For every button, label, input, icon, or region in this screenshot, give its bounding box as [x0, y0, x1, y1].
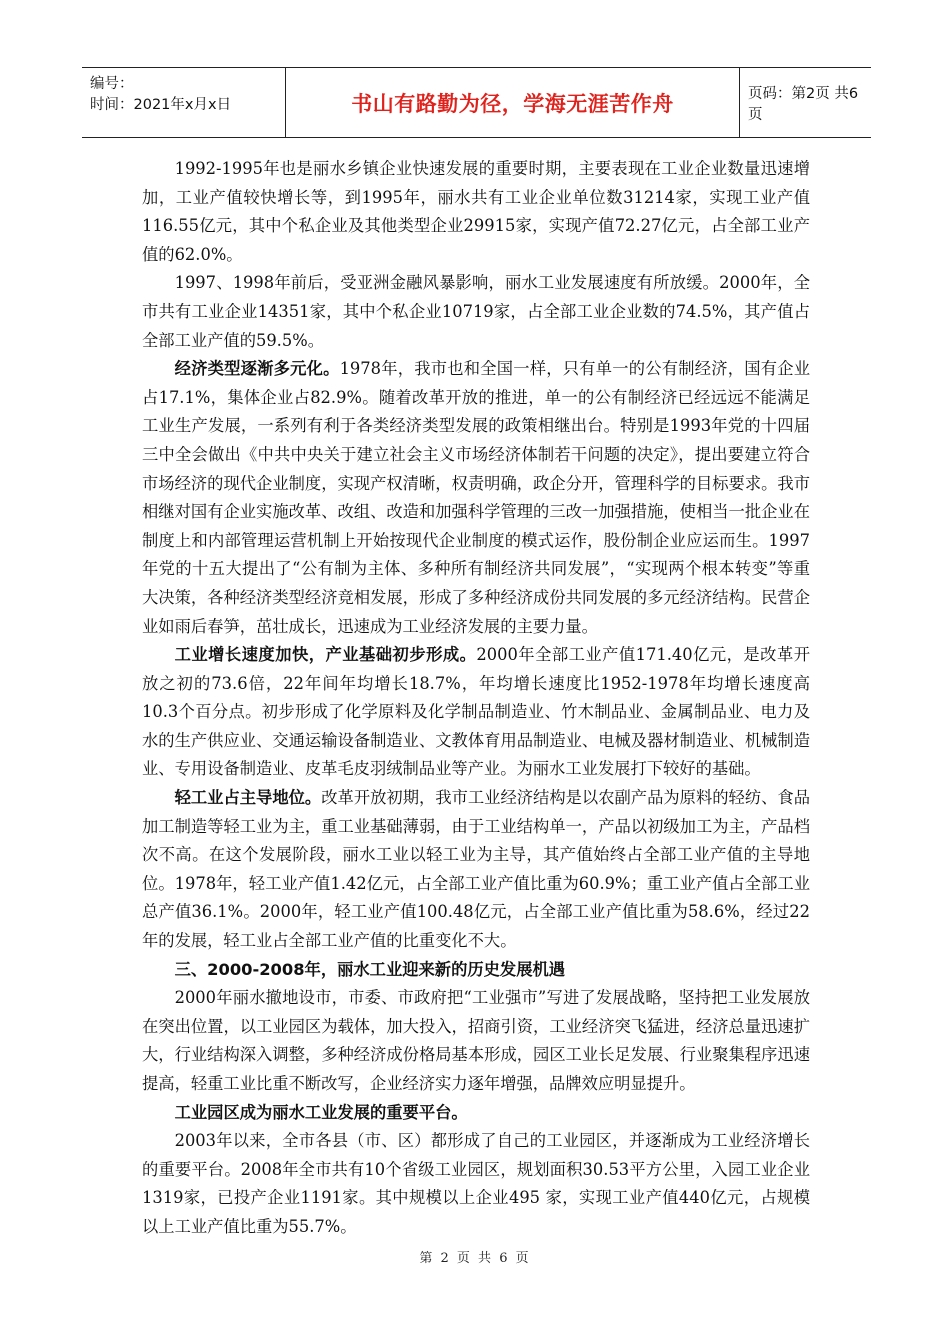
- paragraph-text: 改革开放初期，我市工业经济结构是以农副产品为原料的轻纺、食品加工制造等轻工业为主，重工业基础薄弱，由于工业结构单一，产品以初级加工为主，产品档次不高。在这个发展阶段，丽水工业以轻工业为主导，其产值始终占全部工业产值的主导地位。1978年，轻工业产值1.42亿元，占全部工业产值比重为60.9%；重工业产值占全部工业总产值36.1%。2000年，轻工业产值100.48亿元，占全部工业产值比重为58.6%，经过22年的发展，轻工业占全部工业产值的比重变化不大。: [142, 788, 810, 951]
- document-body: [142, 155, 810, 1242]
- paragraph-text: 2000年全部工业产值171.40亿元，是改革开放之初的73.6倍，22年间年均增长18.7%，年均增长速度比1952-1978年均增长速度高10.3个百分点。初步形成了化学原料及化学制品制造业、竹木制品业、金属制品业、电力及水的生产供应业、交通运输设备制造业、文教体育用品制造业、电械及器材制造业、机械制造业、专用设备制造业、皮革毛皮羽绒制品业等产业。为丽水工业发展打下较好的基础。: [142, 645, 810, 779]
- section-heading-text: 三、2000-2008年，丽水工业迎来新的历史发展机遇: [174, 959, 566, 979]
- paragraph: [142, 784, 810, 956]
- paragraph: [142, 1127, 810, 1241]
- section-heading: [142, 956, 810, 985]
- paragraph: [142, 984, 810, 1098]
- paragraph-heading: 工业增长速度加快，产业基础初步形成。: [174, 645, 477, 665]
- time-label: 时间：2021年x月x日: [90, 97, 232, 113]
- header-motto: 书山有路勤为径，学海无涯苦作舟: [286, 68, 740, 137]
- header-page-info: 页码：第2页 共6页: [748, 85, 859, 123]
- page-footer: 第 2 页 共 6 页: [419, 1251, 531, 1266]
- paragraph-heading: 轻工业占主导地位。: [174, 788, 322, 808]
- document-header: [82, 67, 871, 138]
- paragraph: [142, 269, 810, 355]
- paragraph-heading: 工业园区成为丽水工业发展的重要平台。: [174, 1102, 468, 1122]
- paragraph-text: 1992-1995年也是丽水乡镇企业快速发展的重要时期，主要表现在工业企业数量迅速增加，工业产值较快增长等，到1995年，丽水共有工业企业单位数31214家，实现工业产值116.55亿元，其中个私企业及其他类型企业29915家，实现产值72.27亿元，占全部工业产值的62.0%。: [142, 159, 810, 264]
- paragraph-heading: 经济类型逐渐多元化。: [174, 359, 340, 379]
- paragraph-text: 1997、1998年前后，受亚洲金融风暴影响，丽水工业发展速度有所放缓。2000年，全市共有工业企业14351家，其中个私企业10719家，占全部工业企业数的74.5%，其产值占全部工业产值的59.5%。: [142, 273, 810, 350]
- paragraph: [142, 155, 810, 269]
- paragraph: [142, 355, 810, 641]
- paragraph: [142, 1099, 810, 1128]
- paragraph-text: 1978年，我市也和全国一样，只有单一的公有制经济，国有企业占17.1%，集体企业占82.9%。随着改革开放的推进，单一的公有制经济已经远远不能满足工业生产发展，一系列有利于各类经济类型发展的政策相继出台。特别是1993年党的十四届三中全会做出《中共中央关于建立社会主义市场经济体制若干问题的决定》，提出要建立符合市场经济的现代企业制度，实现产权清晰，权责明确，政企分开，管理科学的目标要求。我市相继对国有企业实施改革、改组、改造和加强科学管理的三改一加强措施，使相当一批企业在制度上和内部管理运营机制上开始按现代企业制度的模式运作，股份制企业应运而生。1997年党的十五大提出了“公有制为主体、多种所有制经济共同发展”，“实现两个根本转变”等重大决策，各种经济类型经济竞相发展，形成了多种经济成份共同发展的多元经济结构。民营企业如雨后春笋，茁壮成长，迅速成为工业经济发展的主要力量。: [142, 359, 810, 636]
- header-meta-cell: [82, 68, 286, 137]
- number-label: 编号：: [90, 76, 134, 92]
- paragraph-text: 2003年以来，全市各县（市、区）都形成了自己的工业园区，并逐渐成为工业经济增长的重要平台。2008年全市共有10个省级工业园区，规划面积30.53平方公里，入园工业企业1319家，已投产企业1191家。其中规模以上企业495 家，实现工业产值440亿元，占规模以上工业产值比重为55.7%。: [142, 1131, 810, 1236]
- paragraph-text: 2000年丽水撤地设市，市委、市政府把“工业强市”写进了发展战略，坚持把工业发展放在突出位置，以工业园区为载体，加大投入，招商引资，工业经济突飞猛进，经济总量迅速扩大，行业结构深入调整，多种经济成份格局基本形成，园区工业长足发展、行业聚集程序迅速提高，轻重工业比重不断改写，企业经济实力逐年增强，品牌效应明显提升。: [142, 988, 810, 1093]
- paragraph: [142, 641, 810, 784]
